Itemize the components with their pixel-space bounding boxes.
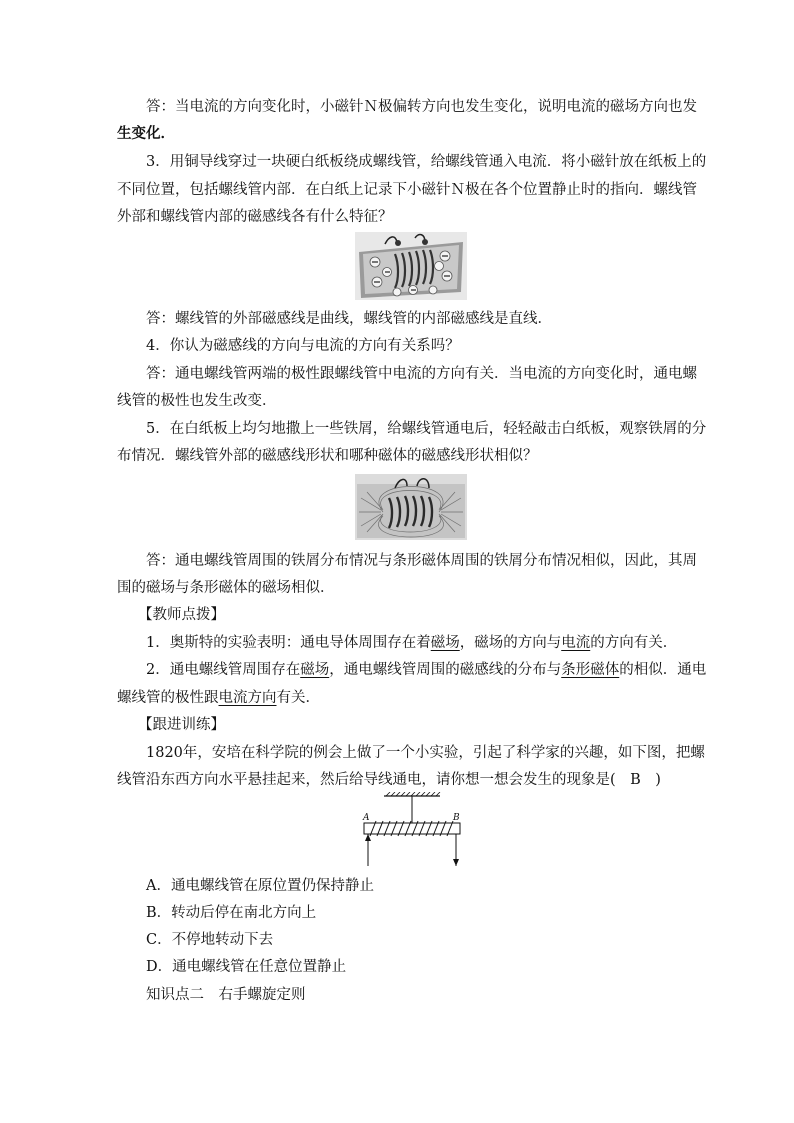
option-b: B．转动后停在南北方向上 xyxy=(146,905,317,921)
iron-filings-photo xyxy=(355,474,467,540)
answer-4-line-1: 答：通电螺线管两端的极性跟螺线管中电流的方向有关．当电流的方向变化时，通电螺 xyxy=(146,366,697,382)
question-4: 4．你认为磁感线的方向与电流的方向有关系吗？ xyxy=(146,338,460,354)
solenoid-compass-photo xyxy=(355,232,467,300)
follow-heading: 【跟进训练】 xyxy=(138,717,225,733)
question-5-line-1: 5．在白纸板上均匀地撒上一些铁屑，给螺线管通电后，轻轻敲击白纸板，观察铁屑的分 xyxy=(146,421,707,437)
answer-4-line-2: 线管的极性也发生改变． xyxy=(117,393,277,409)
answer-5-line-2: 围的磁场与条形磁体的磁场相似． xyxy=(117,580,335,596)
answer-5-line-1: 答：通电螺线管周围的铁屑分布情况与条形磁体周围的铁屑分布情况相似，因此，其周 xyxy=(146,553,697,569)
label-a: A xyxy=(363,813,370,823)
option-a: A．通电螺线管在原位置仍保持静止 xyxy=(146,878,374,894)
question-3-line-2: 不同位置，包括螺线管内部．在白纸上记录下小磁针Ｎ极在各个位置静止时的指向．螺线管 xyxy=(117,182,697,198)
question-3-line-3: 外部和螺线管内部的磁感线各有什么特征？ xyxy=(117,209,393,225)
teacher-heading: 【教师点拨】 xyxy=(138,607,225,623)
question-5-line-2: 布情况．螺线管外部的磁感线形状和哪种磁体的磁感线形状相似？ xyxy=(117,448,538,464)
section-heading: 知识点二 右手螺旋定则 xyxy=(146,987,306,1003)
follow-question-line-2: 线管沿东西方向水平悬挂起来，然后给导线通电，请你想一想会发生的现象是( B ) xyxy=(117,772,661,788)
option-c: C．不停地转动下去 xyxy=(146,932,274,948)
suspended-solenoid-diagram xyxy=(356,792,468,870)
answer-2-line-2: 生变化． xyxy=(117,125,175,142)
label-b: B xyxy=(453,813,460,823)
teacher-point-2-cont: 螺线管的极性跟电流方向有关． xyxy=(117,690,320,706)
follow-question-line-1: 1820年，安培在科学院的例会上做了一个小实验，引起了科学家的兴趣，如下图，把螺 xyxy=(146,745,705,761)
answer-2-line-1: 答：当电流的方向变化时，小磁针Ｎ极偏转方向也发生变化，说明电流的磁场方向也发 xyxy=(146,99,697,115)
question-3-line-1: 3．用铜导线穿过一块硬白纸板绕成螺线管，给螺线管通入电流．将小磁针放在纸板上的 xyxy=(146,154,707,170)
option-d: D．通电螺线管在任意位置静止 xyxy=(146,959,347,975)
teacher-point-2: 2．通电螺线管周围存在磁场，通电螺线管周围的磁感线的分布与条形磁体的相似．通电 xyxy=(146,662,707,678)
answer-3: 答：螺线管的外部磁感线是曲线，螺线管的内部磁感线是直线． xyxy=(146,311,552,327)
teacher-point-1: 1．奥斯特的实验表明：通电导体周围存在着磁场，磁场的方向与电流的方向有关． xyxy=(146,635,678,651)
